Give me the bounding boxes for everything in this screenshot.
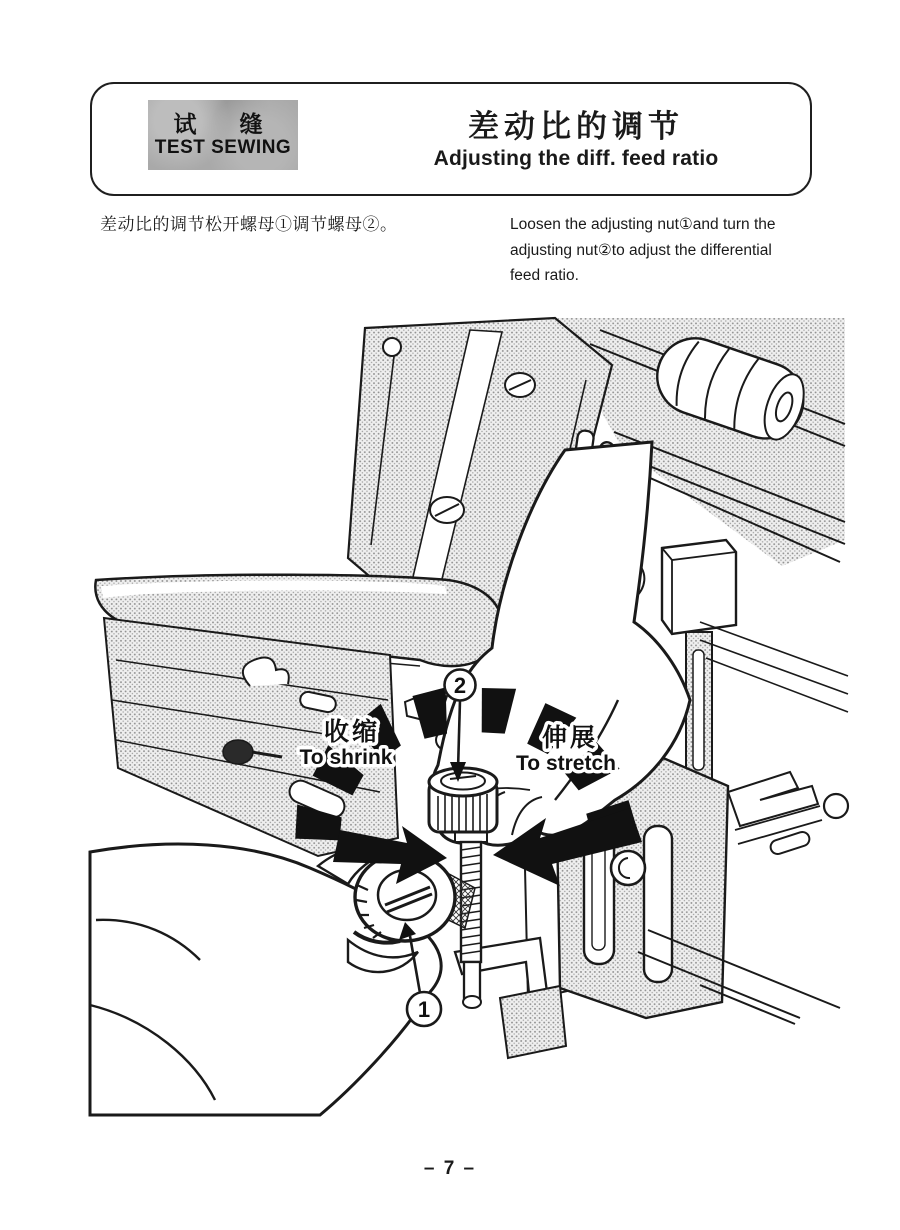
stretch-label-en: To stretch xyxy=(516,752,616,775)
shrink-label-cn: 收缩 xyxy=(323,718,381,746)
instruction-en-line-1: Loosen the adjusting nut①and turn the xyxy=(510,216,776,233)
page-number: – 7 – xyxy=(423,1158,477,1179)
instruction-en-line-3: feed ratio. xyxy=(510,267,579,284)
badge-title-cn: 试 缝 xyxy=(173,111,273,137)
instruction-en-line-2: adjusting nut②to adjust the differential xyxy=(510,241,772,259)
callout-lower-nut-number: 1 xyxy=(417,997,431,1022)
instruction-paragraph-en xyxy=(510,212,800,289)
section-title-cn: 差动比的调节 xyxy=(468,109,684,144)
stretch-label-cn: 伸展 xyxy=(541,724,599,752)
section-title-en: Adjusting the diff. feed ratio xyxy=(433,147,719,170)
instruction-paragraph-cn: 差动比的调节松开螺母①调节螺母②。 xyxy=(100,215,398,234)
callout-upper-nut-number: 2 xyxy=(453,673,467,698)
section-header-box xyxy=(90,82,812,196)
shrink-label-en: To shrink xyxy=(299,746,393,769)
badge-title-en: TEST SEWING xyxy=(154,137,292,158)
machine-illustration xyxy=(0,300,900,1130)
section-titles xyxy=(362,84,790,194)
upper-adjusting-nut xyxy=(429,768,497,833)
test-sewing-badge xyxy=(148,100,298,170)
